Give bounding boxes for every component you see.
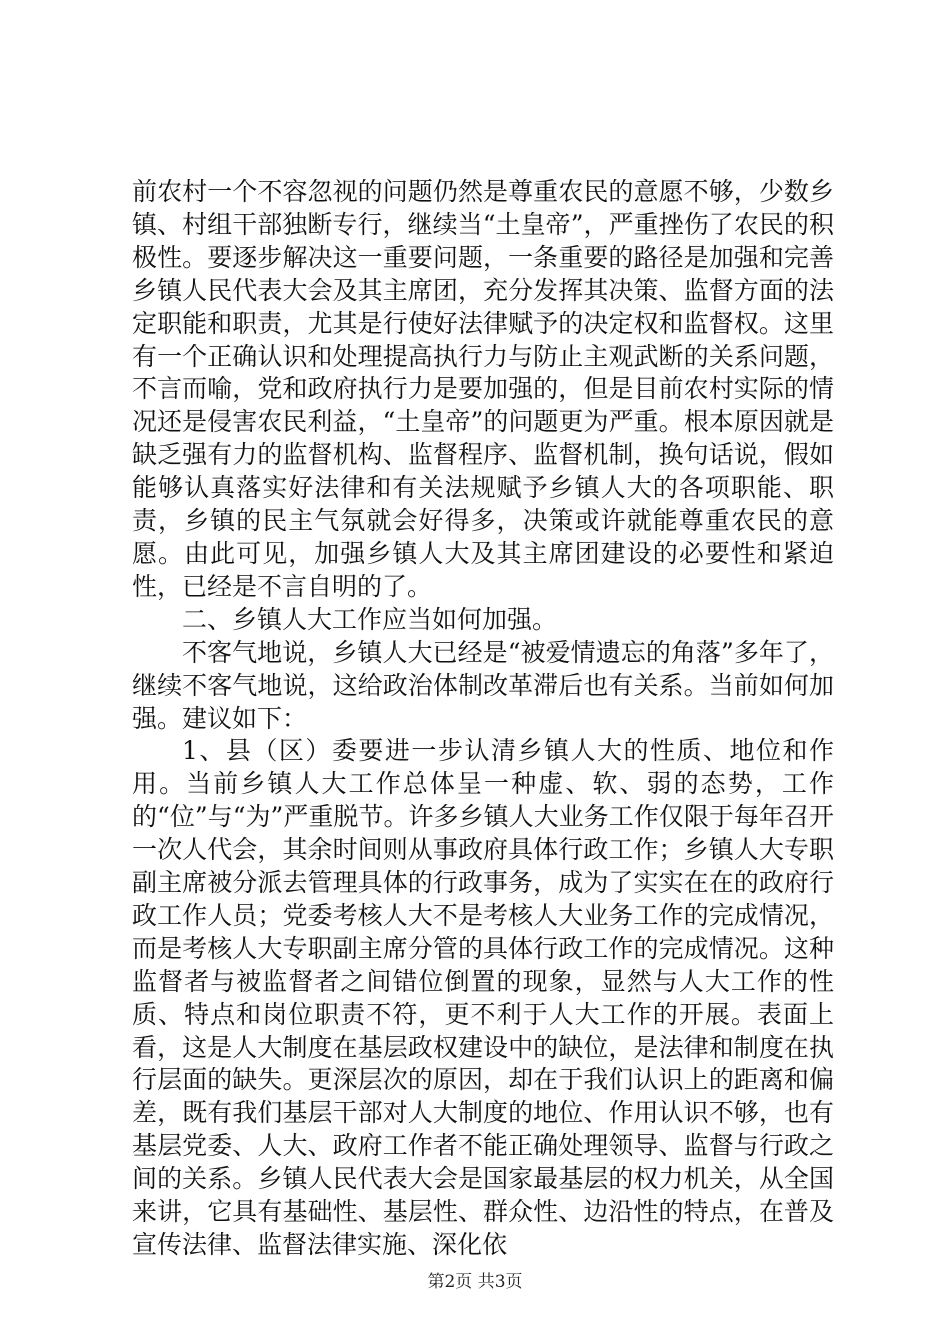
paragraph-3: 不客气地说，乡镇人大已经是“被爱情遗忘的角落”多年了，继续不客气地说，这给政治体制改革滞后也有关系。当前如何加强。建议如下： [132,637,834,733]
section-heading: 二、乡镇人大工作应当如何加强。 [182,604,558,634]
page-number-footer: 第2页 共3页 [427,1272,523,1292]
document-body [132,176,834,1262]
paragraph-4: 1、县（区）委要进一步认清乡镇人大的性质、地位和作用。当前乡镇人大工作总体呈一种虚、软、弱的态势，工作的“位”与“为”严重脱节。许多乡镇人大业务工作仅限于每年召开一次人代会，其余时间则从事政府具体行政工作；乡镇人大专职副主席被分派去管理具体的行政事务，成为了实实在在的政府行政工作人员；党委考核人大不是考核人大业务工作的完成情况，而是考核人大专职副主席分管的具体行政工作的完成情况。这种监督者与被监督者之间错位倒置的现象，显然与人大工作的性质、特点和岗位职责不符，更不利于人大工作的开展。表面上看，这是人大制度在基层政权建设中的缺位，是法律和制度在执行层面的缺失。更深层次的原因，却在于我们认识上的距离和偏差，既有我们基层干部对人大制度的地位、作用认识不够，也有基层党委、人大、政府工作者不能正确处理领导、监督与行政之间的关系。乡镇人民代表大会是国家最基层的权力机关，从全国来讲，它具有基础性、基层性、群众性、边沿性的特点，在普及宣传法律、监督法律实施、深化依 [132,736,834,1259]
paragraph-1: 前农村一个不容忽视的问题仍然是尊重农民的意愿不够，少数乡镇、村组干部独断专行，继续当“土皇帝”，严重挫伤了农民的积极性。要逐步解决这一重要问题，一条重要的路径是加强和完善乡镇人民代表大会及其主席团，充分发挥其决策、监督方面的法定职能和职责，尤其是行使好法律赋予的决定权和监督权。这里有一个正确认识和处理提高执行力与防止主观武断的关系问题，不言而喻，党和政府执行力是要加强的，但是目前农村实际的情况还是侵害农民利益，“土皇帝”的问题更为严重。根本原因就是缺乏强有力的监督机构、监督程序、监督机制，换句话说，假如能够认真落实好法律和有关法规赋予乡镇人大的各项职能、职责，乡镇的民主气氛就会好得多，决策或许就能尊重农民的意愿。由此可见，加强乡镇人大及其主席团建设的必要性和紧迫性，已经是不言自明的了。 [132,177,834,601]
